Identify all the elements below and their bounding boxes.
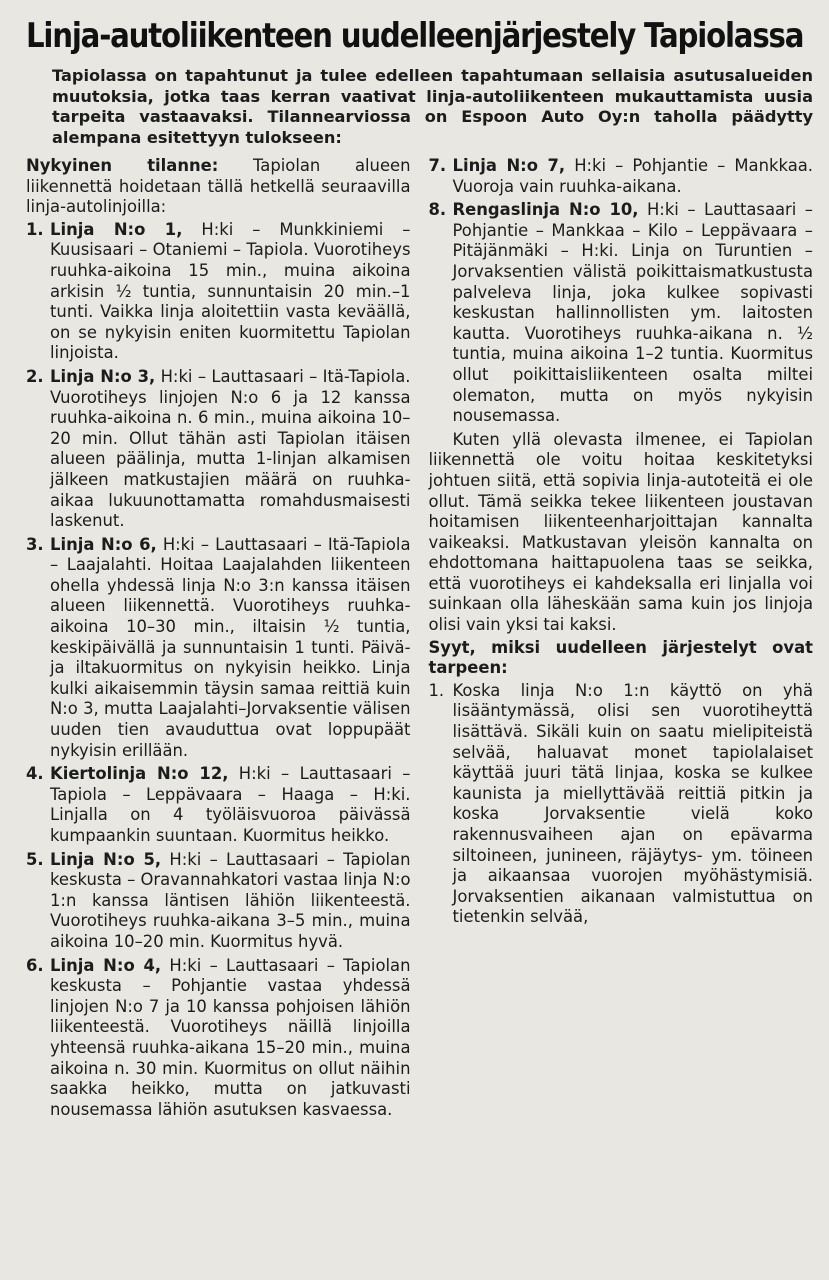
line-number: 6. bbox=[26, 955, 44, 975]
line-description: H:ki – Lauttasaari – Tapiolan keskusta – Oravannahkatori vastaa linja N:o 1:n kanssa läntisen lähiön liikenteestä. Vuorotiheys ruuhka-aikana 3–5 min., muina aikoina 10–20 min. Kuormitus hyvä. bbox=[50, 849, 411, 951]
line-description: H:ki – Lauttasaari – Pohjantie – Mankkaa – Kilo – Leppävaara – Pitäjänmäki – H:ki. Linja on Turuntien – Jorvaksentien välistä poikittaismatkustusta palveleva linja, joka kulkee sopivasti keskustan hallinnollisten ym. laitosten kautta. Vuorotiheys ruuhka-aikana n. ½ tuntia, muina aikoina 1–2 tuntia. Kuormitus ollut poikittaisliikenteen osalta miltei olematon, mutta on myös nykyisin nousemassa. bbox=[452, 200, 813, 426]
intro-paragraph: Tapiolassa on tapahtunut ja tulee edelleen tapahtumaan sellaisia asutusalueiden muutoksia, jotka taas kerran vaativat linja-autoliikenteen mukauttamista uusia tarpeita vastaavaksi. Tilannearviossa on Espoon Auto Oy:n taholla päädytty alempana esitettyyn tulokseen: bbox=[52, 66, 813, 147]
line-number: 1. bbox=[26, 219, 44, 239]
line-description: H:ki – Lauttasaari – Itä-Tapiola – Laajalahti. Hoitaa Laajalahden liikenteen ohella yhdessä linja N:o 3:n kanssa itäisen alueen liikennettä. Vuorotiheys ruuhka-aikoina 10–30 min., iltaisin ½ tuntia, keskipäivällä ja sunnuntaisin 1 tunti. Päivä- ja iltakuormitus on nykyisin heikko. Linja kulki aikaisemmin täysin samaa reittiä kuin N:o 3, mutta Laajalahti–Jorvaksentie välisen uuden tien avauduttua ovat loppupäät nykyisin erillään. bbox=[50, 534, 411, 760]
current-situation-text: Tapiolan alueen liikennettä hoidetaan tällä hetkellä seuraavilla linja-autolinjoilla: bbox=[26, 156, 411, 217]
line-number: 2. bbox=[26, 366, 44, 386]
line-name: Linja N:o 6, bbox=[50, 534, 157, 554]
line-number: 3. bbox=[26, 534, 44, 554]
line-item-1 bbox=[26, 220, 411, 364]
line-name: Linja N:o 5, bbox=[50, 849, 162, 869]
line-item-3 bbox=[26, 535, 411, 762]
line-item-5 bbox=[26, 850, 411, 953]
summary-paragraph: Kuten yllä olevasta ilmenee, ei Tapiolan liikennettä ole voitu hoitaa keskitetyksi johtuen siitä, että sopivia linja-autoteitä ei ole ollut. Tämä seikka tekee liikenteen joustavan hoitamisen liikenteenharjoittajan kannalta vaikeaksi. Matkustavan yleisön kannalta on ehdottomana haittapuolena taas se seikka, että vuorotiheys ei kahdeksalla eri linjalla voi suinkaan olla läheskään sama kuin jos linjoja olisi vain yksi tai kaksi. bbox=[428, 429, 813, 635]
line-description: H:ki – Lauttasaari – Itä-Tapiola. Vuorotiheys linjojen N:o 6 ja 12 kanssa ruuhka-aikoina n. 6 min., muina aikoina 10–20 min. Ollut tähän asti Tapiolan itäisen alueen päälinja, mutta 1-linjan alkamisen jälkeen matkustajien määrä on ruuhka-aikaa lukuunottamatta romahdusmaisesti laskenut. bbox=[50, 366, 411, 531]
reason-item-1 bbox=[429, 681, 814, 928]
line-item-7 bbox=[429, 156, 814, 197]
left-column bbox=[26, 156, 411, 1123]
right-column bbox=[429, 156, 814, 1123]
line-description: H:ki – Munkkiniemi – Kuusisaari – Otaniemi – Tapiola. Vuorotiheys ruuhka-aikoina 15 min., muina aikoina arkisin ½ tuntia, sunnuntaisin 20 min.–1 tunti. Vaikka linja aloitettiin vasta keväällä, on se nykyisin eniten kuormitettu Tapiolan linjoista. bbox=[50, 219, 411, 363]
line-name: Linja N:o 7, bbox=[452, 156, 566, 175]
article-columns bbox=[26, 156, 813, 1123]
reason-text: Koska linja N:o 1:n käyttö on yhä lisääntymässä, olisi sen vuorotiheyttä lisättävä. Sikäli kuin on saatu mielipiteistä selvää, haluavat monet tapiolalaiset käyttää juuri tätä linjaa, koska se kulkee kaunista ja miellyttävää reittiä pitkin ja koska Jorvaksentie vielä koko rakennusvaiheen ajan on epävarma siltoineen, junineen, räjäytys- ym. töineen ja aikaansaa vuorojen myöhästymisiä. Jorvaksentien aikanaan valmistuttua on tietenkin selvää, bbox=[452, 680, 813, 927]
article-title: Linja-autoliikenteen uudelleenjärjestely Tapiolassa bbox=[26, 16, 804, 56]
line-number: 5. bbox=[26, 849, 44, 869]
line-name: Linja N:o 3, bbox=[50, 366, 156, 386]
reason-number: 1. bbox=[428, 680, 445, 700]
line-name: Rengaslinja N:o 10, bbox=[452, 200, 639, 220]
current-situation-lead: Nykyinen tilanne: bbox=[26, 156, 219, 175]
line-description: H:ki – Lauttasaari – Tapiolan keskusta – Pohjantie vastaa yhdessä linjojen N:o 7 ja 10 kanssa pohjoisen lähiön liikenteestä. Vuorotiheys näillä linjoilla yhteensä ruuhka-aikana 15–20 min., muina aikoina n. 30 min. Kuormitus on ollut näihin saakka heikko, mutta on jatkuvasti nousemassa lähiön asutuksen kasvaessa. bbox=[50, 955, 411, 1119]
line-item-4 bbox=[26, 764, 411, 846]
line-item-2 bbox=[26, 367, 411, 532]
current-situation-paragraph bbox=[26, 156, 411, 218]
line-name: Linja N:o 1, bbox=[50, 219, 183, 239]
line-number: 4. bbox=[26, 764, 44, 784]
line-number: 7. bbox=[428, 156, 447, 175]
line-name: Kiertolinja N:o 12, bbox=[50, 764, 229, 784]
reasons-heading: Syyt, miksi uudelleen järjestelyt ovat tarpeen: bbox=[428, 637, 813, 678]
line-name: Linja N:o 4, bbox=[50, 955, 162, 975]
line-item-8 bbox=[429, 200, 814, 427]
line-item-6 bbox=[26, 956, 411, 1121]
line-description: H:ki – Pohjantie – Mankkaa. Vuoroja vain ruuhka-aikana. bbox=[452, 156, 813, 196]
line-number: 8. bbox=[428, 200, 447, 220]
line-description: H:ki – Lauttasaari – Tapiola – Leppävaara – Haaga – H:ki. Linjalla on 4 työläisvuoroa päivässä kumpaankin suuntaan. Kuormitus heikko. bbox=[50, 764, 411, 845]
